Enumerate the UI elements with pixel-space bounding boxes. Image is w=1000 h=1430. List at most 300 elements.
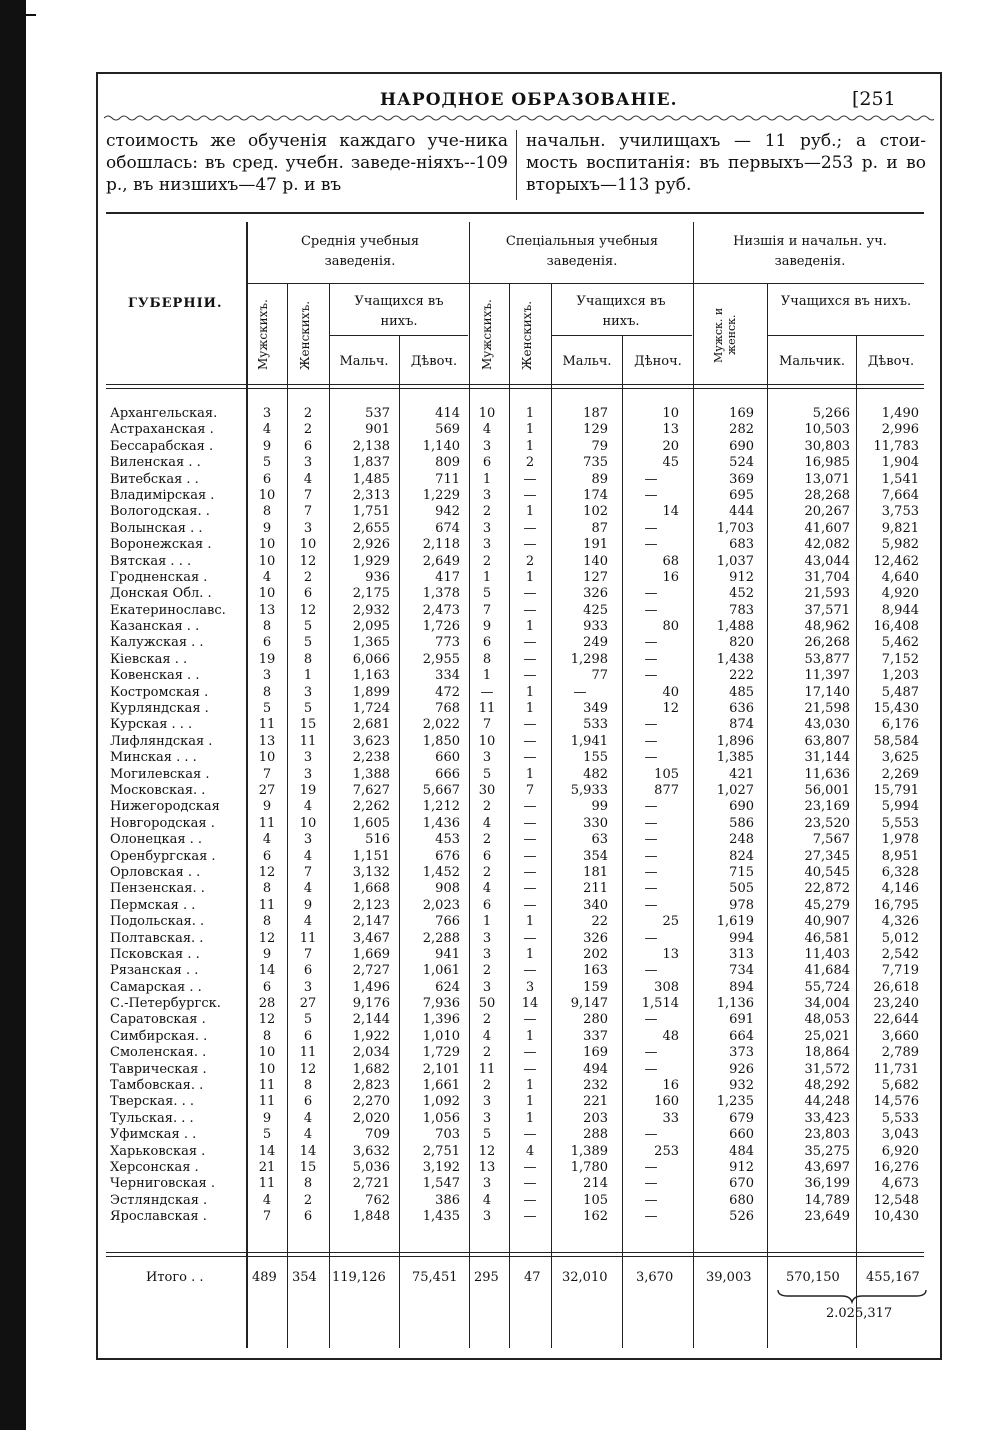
book-spine: [0, 0, 26, 1430]
table-cell: 912: [729, 1159, 754, 1175]
table-cell: —: [644, 733, 658, 749]
table-cell: 232: [583, 1078, 608, 1094]
table-cell: —: [644, 1045, 658, 1061]
table-cell: 4: [525, 1143, 535, 1159]
table-cell: 2: [482, 864, 492, 880]
table-cell: 174: [583, 487, 608, 503]
col-male-special: [472, 406, 502, 1226]
table-cell: 43,697: [804, 1159, 850, 1175]
table-cell: 4,920: [881, 586, 919, 602]
table-cell: 1: [525, 438, 535, 454]
total-boys-primary: 570,150: [786, 1270, 840, 1285]
table-cell: 1,010: [422, 1028, 460, 1044]
province-name: Олонецкая . .: [110, 832, 203, 848]
table-cell: —: [644, 750, 658, 766]
table-cell: 11,403: [804, 946, 850, 962]
table-cell: 10: [258, 487, 276, 503]
table-cell: 6: [262, 848, 272, 864]
table-cell: 5: [303, 701, 313, 717]
table-cell: 79: [591, 438, 608, 454]
province-name: Нижегородская: [110, 799, 220, 815]
table-cell: 129: [583, 422, 608, 438]
table-cell: 3: [303, 832, 313, 848]
table-cell: 1,452: [422, 864, 460, 880]
table-cell: 6: [262, 979, 272, 995]
table-cell: 9,821: [881, 520, 919, 536]
table-cell: —: [523, 881, 537, 897]
table-cell: 330: [583, 815, 608, 831]
table-cell: —: [644, 1159, 658, 1175]
table-cell: 809: [435, 455, 460, 471]
table-cell: 4: [303, 471, 313, 487]
table-cell: 1,726: [422, 619, 460, 635]
province-name: Воронежская .: [110, 537, 212, 553]
table-cell: —: [644, 897, 658, 913]
table-cell: 1,389: [570, 1143, 608, 1159]
table-cell: 715: [729, 864, 754, 880]
table-cell: 15,430: [873, 701, 919, 717]
table-cell: 282: [729, 422, 754, 438]
table-cell: 27,345: [804, 848, 850, 864]
table-cell: 1,724: [352, 701, 390, 717]
table-cell: 2,721: [352, 1176, 390, 1192]
table-cell: 40,907: [804, 914, 850, 930]
total-both-primary: 39,003: [706, 1270, 752, 1285]
table-cell: 221: [583, 1094, 608, 1110]
province-name: Эстляндская .: [110, 1192, 208, 1208]
table-cell: 37,571: [804, 602, 850, 618]
table-cell: 3: [303, 520, 313, 536]
table-cell: 664: [729, 1028, 754, 1044]
table-cell: 894: [729, 979, 754, 995]
wavy-rule: [104, 112, 934, 124]
table-cell: 162: [583, 1209, 608, 1225]
table-cell: 8,944: [881, 602, 919, 618]
province-name: Симбирская. .: [110, 1028, 208, 1044]
table-cell: 6: [303, 438, 313, 454]
table-cell: 2: [482, 832, 492, 848]
table-cell: 369: [729, 471, 754, 487]
table-cell: 624: [435, 979, 460, 995]
table-cell: 5: [482, 1127, 492, 1143]
table-cell: 308: [654, 979, 679, 995]
table-cell: 4: [303, 1110, 313, 1126]
col-boys-primary: [768, 406, 850, 1226]
table-cell: 2,269: [881, 766, 919, 782]
table-cell: 23,240: [873, 996, 919, 1012]
province-name: Ярославская .: [110, 1209, 207, 1225]
table-cell: 2,789: [881, 1045, 919, 1061]
table-cell: 874: [729, 717, 754, 733]
table-cell: 6: [303, 586, 313, 602]
province-name: Архангельская.: [110, 406, 218, 421]
table-cell: 1: [525, 504, 535, 520]
table-cell: 417: [435, 569, 460, 585]
table-cell: 941: [435, 946, 460, 962]
table-cell: 421: [729, 766, 754, 782]
table-cell: 2,727: [352, 963, 390, 979]
table-cell: 1,904: [881, 455, 919, 471]
header-girls-2: Дѣноч.: [634, 354, 682, 369]
table-cell: 5: [303, 635, 313, 651]
table-cell: 33,423: [804, 1110, 850, 1126]
table-cell: 6: [482, 635, 492, 651]
total-male-special: 295: [474, 1270, 499, 1285]
table-cell: 16,795: [873, 897, 919, 913]
province-name: Виленская . .: [110, 455, 201, 471]
table-cell: —: [523, 733, 537, 749]
table-cell: 3: [482, 438, 492, 454]
table-cell: 3: [482, 537, 492, 553]
table-cell: 10: [258, 1061, 276, 1077]
table-cell: 4: [482, 422, 492, 438]
table-cell: 10: [258, 537, 276, 553]
table-cell: —: [523, 668, 537, 684]
table-cell: 160: [654, 1094, 679, 1110]
table-cell: 10: [478, 733, 496, 749]
table-cell: 102: [583, 504, 608, 520]
table-cell: 288: [583, 1127, 608, 1143]
province-name: Бессарабская .: [110, 438, 214, 454]
table-cell: 3: [482, 946, 492, 962]
table-cell: 690: [729, 438, 754, 454]
table-cell: 2,542: [881, 946, 919, 962]
table-cell: 1: [525, 701, 535, 717]
province-name: Тверская. . .: [110, 1094, 195, 1110]
province-name: Волынская . .: [110, 520, 203, 536]
table-cell: 6: [303, 963, 313, 979]
table-cell: 1: [525, 914, 535, 930]
table-cell: 2,655: [352, 520, 390, 536]
table-cell: 9,147: [570, 996, 608, 1012]
table-cell: 36,199: [804, 1176, 850, 1192]
header-female-1: Женскихъ.: [298, 300, 312, 370]
total-girls-secondary: 75,451: [412, 1270, 458, 1285]
province-name: Херсонская .: [110, 1159, 199, 1175]
table-cell: 16,408: [873, 619, 919, 635]
table-cell: 1,485: [352, 471, 390, 487]
table-cell: 20: [662, 438, 679, 454]
table-cell: 3,632: [352, 1143, 390, 1159]
table-cell: 3,192: [422, 1159, 460, 1175]
table-cell: 516: [365, 832, 390, 848]
table-cell: 26,618: [873, 979, 919, 995]
group-header-special: Спеціальныя учебныя заведенія.: [505, 234, 659, 269]
table-cell: 313: [729, 946, 754, 962]
table-cell: 8: [262, 914, 272, 930]
table-cell: 1,669: [352, 946, 390, 962]
table-cell: 31,572: [804, 1061, 850, 1077]
table-cell: —: [523, 471, 537, 487]
table-cell: 10: [258, 586, 276, 602]
table-cell: 2: [482, 1045, 492, 1061]
table-cell: 1,514: [641, 996, 679, 1012]
table-cell: 3,625: [881, 750, 919, 766]
sum-brace: [776, 1288, 928, 1304]
table-cell: 933: [583, 619, 608, 635]
table-cell: 768: [435, 701, 460, 717]
table-cell: 4: [482, 1028, 492, 1044]
table-cell: 249: [583, 635, 608, 651]
table-cell: 105: [654, 766, 679, 782]
table-cell: —: [644, 537, 658, 553]
table-cell: 586: [729, 815, 754, 831]
table-cell: 7: [482, 717, 492, 733]
province-name: Смоленская. .: [110, 1045, 207, 1061]
table-cell: —: [644, 1176, 658, 1192]
table-cell: 703: [435, 1127, 460, 1143]
table-cell: 690: [729, 799, 754, 815]
table-cell: 4: [303, 881, 313, 897]
table-cell: 13: [662, 946, 679, 962]
header-students-2: Учащихся въ нихъ.: [576, 294, 666, 329]
header-male-1: Мужскихъ.: [256, 299, 270, 371]
table-cell: 2: [525, 553, 535, 569]
table-cell: 1: [525, 946, 535, 962]
table-cell: 4: [303, 914, 313, 930]
table-cell: 3: [482, 487, 492, 503]
table-cell: 12: [258, 1012, 276, 1028]
col-girls-secondary: [400, 406, 460, 1226]
province-name: Витебская . .: [110, 471, 199, 487]
table-cell: 3: [482, 520, 492, 536]
table-cell: 484: [729, 1143, 754, 1159]
table-cell: 10,503: [804, 422, 850, 438]
table-cell: 17,140: [804, 684, 850, 700]
table-cell: 87: [591, 520, 608, 536]
province-name: Орловская . .: [110, 864, 201, 880]
table-cell: —: [644, 635, 658, 651]
table-cell: 7: [303, 504, 313, 520]
table-cell: 14: [299, 1143, 317, 1159]
table-cell: 8: [262, 881, 272, 897]
table-cell: 766: [435, 914, 460, 930]
table-cell: 12: [258, 930, 276, 946]
table-cell: —: [523, 1159, 537, 1175]
table-cell: 1,385: [716, 750, 754, 766]
table-cell: 978: [729, 897, 754, 913]
table-cell: 44,248: [804, 1094, 850, 1110]
table-cell: 7,664: [881, 487, 919, 503]
table-cell: 2,649: [422, 553, 460, 569]
table-cell: 1,235: [716, 1094, 754, 1110]
table-cell: 63,807: [804, 733, 850, 749]
table-cell: 31,144: [804, 750, 850, 766]
table-cell: 13,071: [804, 471, 850, 487]
table-cell: 2,020: [352, 1110, 390, 1126]
table-cell: 485: [729, 684, 754, 700]
province-name: Гродненская .: [110, 569, 208, 585]
table-cell: 6: [262, 471, 272, 487]
table-cell: 23,649: [804, 1209, 850, 1225]
table-cell: 994: [729, 930, 754, 946]
table-cell: 1,668: [352, 881, 390, 897]
table-cell: 33: [662, 1110, 679, 1126]
spine-mark: [26, 14, 36, 16]
table-cell: —: [644, 963, 658, 979]
table-cell: 155: [583, 750, 608, 766]
table-cell: 5: [262, 1127, 272, 1143]
total-female-secondary: 354: [292, 1270, 317, 1285]
table-cell: 1,056: [422, 1110, 460, 1126]
table-cell: 4: [303, 799, 313, 815]
total-boys-special: 32,010: [562, 1270, 608, 1285]
province-name: Уфимская . .: [110, 1127, 197, 1143]
table-cell: 2,022: [422, 717, 460, 733]
table-cell: 248: [729, 832, 754, 848]
table-cell: 8,951: [881, 848, 919, 864]
table-cell: —: [523, 1209, 537, 1225]
table-cell: 14: [662, 504, 679, 520]
table-cell: 58,584: [873, 733, 919, 749]
table-cell: 3,753: [881, 504, 919, 520]
table-cell: —: [480, 684, 494, 700]
table-cell: 21,598: [804, 701, 850, 717]
table-cell: 1,136: [716, 996, 754, 1012]
table-cell: —: [523, 1192, 537, 1208]
group-header-secondary: Среднія учебныя заведенія.: [300, 234, 420, 269]
table-cell: 99: [591, 799, 608, 815]
table-cell: 41,684: [804, 963, 850, 979]
table-cell: 35,275: [804, 1143, 850, 1159]
table-cell: 2: [303, 422, 313, 438]
totals-label: Итого . .: [146, 1270, 204, 1285]
table-cell: 5,487: [881, 684, 919, 700]
column-divider: [516, 130, 517, 200]
table-cell: 10: [478, 406, 496, 421]
table-cell: —: [644, 520, 658, 536]
table-cell: 28,268: [804, 487, 850, 503]
table-cell: 187: [583, 406, 608, 421]
province-name: Екатеринославс.: [110, 602, 226, 618]
province-names: [110, 406, 246, 1226]
col-female-special: [512, 406, 548, 1226]
table-cell: —: [523, 635, 537, 651]
table-cell: 2: [303, 569, 313, 585]
table-cell: —: [644, 864, 658, 880]
header-boys-1: Мальч.: [339, 354, 389, 369]
table-cell: 11,783: [873, 438, 919, 454]
table-cell: 1,978: [881, 832, 919, 848]
table-cell: 45,279: [804, 897, 850, 913]
table-cell: 8: [303, 651, 313, 667]
col-line: [509, 284, 510, 1348]
table-cell: 670: [729, 1176, 754, 1192]
province-name: Рязанская . .: [110, 963, 199, 979]
table-cell: 1,929: [352, 553, 390, 569]
table-cell: 674: [435, 520, 460, 536]
table-cell: 3: [303, 766, 313, 782]
table-cell: 6: [262, 635, 272, 651]
table-cell: 524: [729, 455, 754, 471]
table-cell: 1: [525, 569, 535, 585]
table-cell: 452: [729, 586, 754, 602]
table-cell: 425: [583, 602, 608, 618]
table-cell: 877: [654, 782, 679, 798]
province-name: Пермская . .: [110, 897, 196, 913]
table-cell: 5,667: [422, 782, 460, 798]
table-cell: 1,092: [422, 1094, 460, 1110]
table-cell: 48,053: [804, 1012, 850, 1028]
table-cell: 3: [482, 750, 492, 766]
table-cell: 1,605: [352, 815, 390, 831]
table-cell: 6,328: [881, 864, 919, 880]
table-cell: —: [644, 471, 658, 487]
table-cell: 1: [482, 471, 492, 487]
table-cell: 683: [729, 537, 754, 553]
table-cell: 10: [299, 537, 317, 553]
table-cell: 1,229: [422, 487, 460, 503]
table-cell: 5,994: [881, 799, 919, 815]
table-cell: 25,021: [804, 1028, 850, 1044]
table-cell: 48,292: [804, 1078, 850, 1094]
table-cell: 21,593: [804, 586, 850, 602]
total-girls-special: 3,670: [636, 1270, 674, 1285]
table-cell: 2: [303, 406, 313, 421]
province-name: Вятская . . .: [110, 553, 192, 569]
header-girls-1: Дѣвоч.: [410, 354, 458, 369]
table-cell: 11: [478, 701, 496, 717]
table-cell: 31,704: [804, 569, 850, 585]
table-cell: 28: [258, 996, 276, 1012]
table-cell: 5,012: [881, 930, 919, 946]
table-cell: 2,681: [352, 717, 390, 733]
table-cell: —: [523, 651, 537, 667]
table-cell: 23,169: [804, 799, 850, 815]
table-cell: 735: [583, 455, 608, 471]
header-bottom-rule-2: [106, 388, 924, 389]
table-cell: —: [523, 1012, 537, 1028]
table-top-rule: [106, 212, 924, 214]
province-name: Таврическая .: [110, 1061, 207, 1077]
province-name: Кіевская . .: [110, 651, 188, 667]
table-cell: 2,175: [352, 586, 390, 602]
header-female-2: Женскихъ.: [520, 300, 534, 370]
province-name: Полтавская. .: [110, 930, 204, 946]
table-cell: 11: [258, 897, 276, 913]
table-cell: —: [523, 750, 537, 766]
table-cell: 680: [729, 1192, 754, 1208]
table-cell: 8: [303, 1078, 313, 1094]
table-cell: 386: [435, 1192, 460, 1208]
table-cell: 2,138: [352, 438, 390, 454]
table-cell: 27: [299, 996, 317, 1012]
table-cell: 4,146: [881, 881, 919, 897]
table-cell: 9: [482, 619, 492, 635]
table-cell: 202: [583, 946, 608, 962]
table-cell: 1,661: [422, 1078, 460, 1094]
table-cell: 6: [482, 897, 492, 913]
table-cell: 4: [303, 1127, 313, 1143]
province-name: Подольская. .: [110, 914, 205, 930]
province-name: Ковенская . .: [110, 668, 200, 684]
table-cell: —: [523, 897, 537, 913]
province-name: Харьковская .: [110, 1143, 206, 1159]
table-cell: 7,936: [422, 996, 460, 1012]
table-cell: 1,899: [352, 684, 390, 700]
table-cell: —: [523, 602, 537, 618]
table-cell: 211: [583, 881, 608, 897]
table-cell: 334: [435, 668, 460, 684]
table-cell: 926: [729, 1061, 754, 1077]
table-cell: 16,985: [804, 455, 850, 471]
table-cell: 1,037: [716, 553, 754, 569]
table-cell: 1,941: [570, 733, 608, 749]
table-cell: —: [573, 684, 587, 700]
table-cell: 1,388: [352, 766, 390, 782]
page-number: [251: [852, 88, 896, 110]
header-students-1: Учащихся въ нихъ.: [354, 294, 444, 329]
